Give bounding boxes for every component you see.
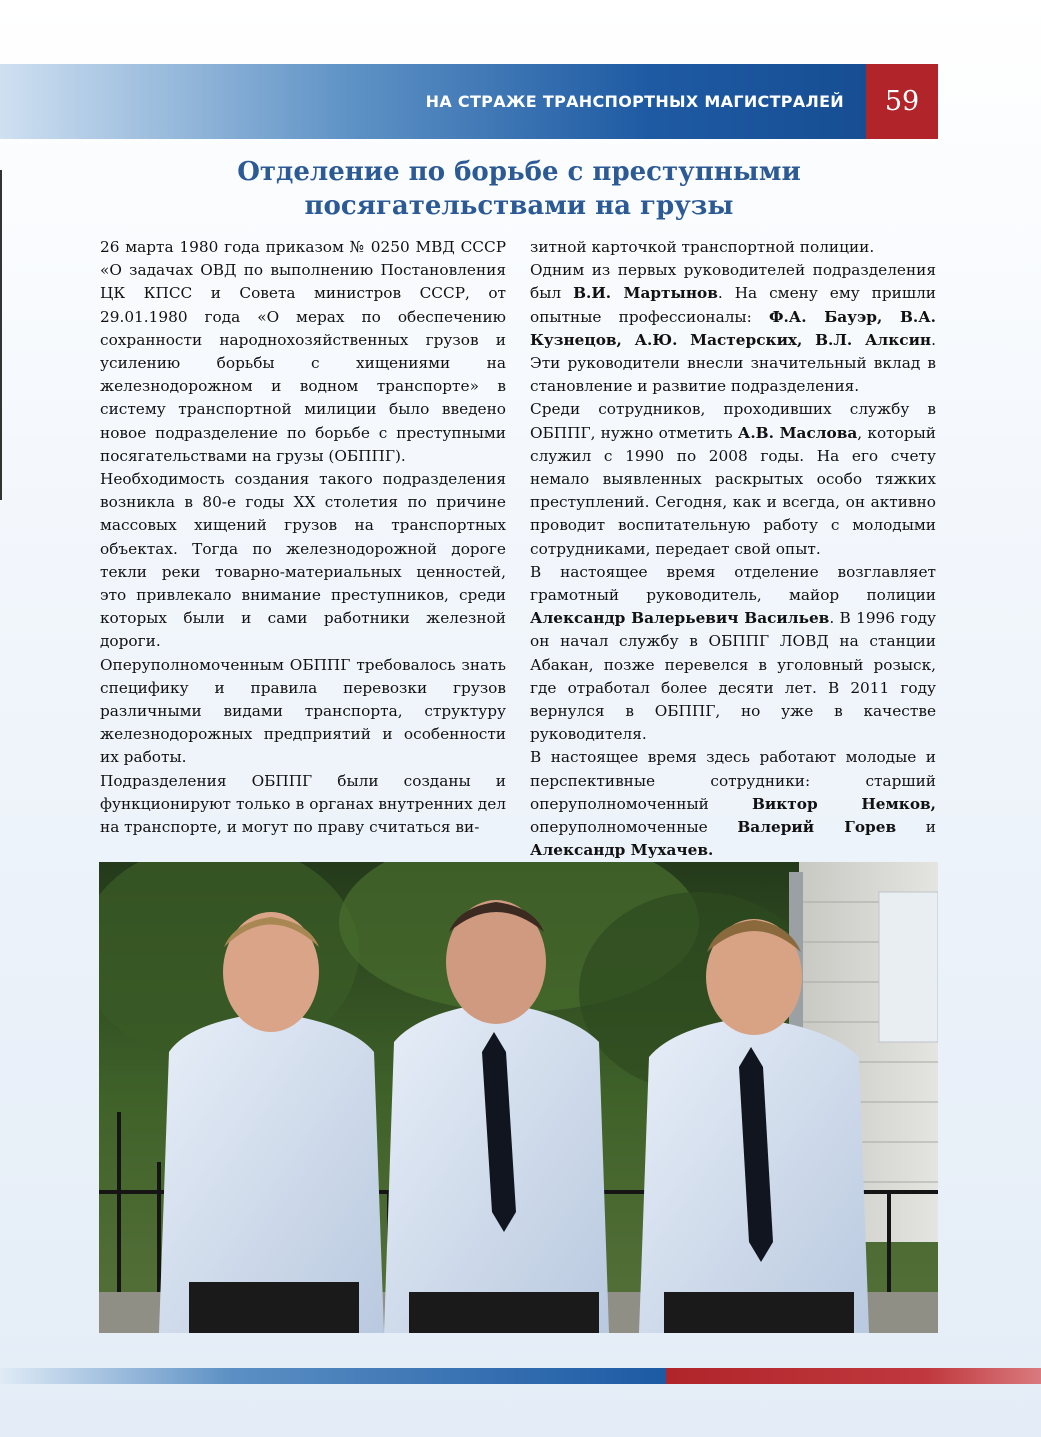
section-title: НА СТРАЖЕ ТРАНСПОРТНЫХ МАГИСТРАЛЕЙ — [425, 92, 844, 111]
paragraph: Одним из первых руководителей подразделения был В.И. Мартынов. На смену ему пришли опытные профессионалы: Ф.А. Бауэр, В.А. Кузнецов, А.Ю. Мастерских, В.Л. Алксин. Эти руководители внесли значительный вклад в становление и развитие подразделения. — [530, 261, 936, 396]
paragraph: В настоящее время здесь работают молодые и перспективные сотрудники: старший оперуполномоченный Виктор Немков, оперуполномоченные Валерий Горев и Александр Мухачев. — [530, 748, 936, 860]
name-highlight: Александр Мухачев. — [530, 841, 714, 860]
paragraph: Подразделения ОБППГ были созданы и функционируют только в органах внутренних дел на транспорте, и могут по праву считаться ви- — [100, 771, 506, 837]
margin-rule — [0, 170, 2, 500]
name-highlight: А.В. Маслова — [737, 423, 858, 442]
paragraph: Необходимость создания такого подразделения возникла в 80-е годы XX столетия по причине массовых хищений грузов на транспортных объектах. Тогда по железнодорожной дороге текли реки товарно-материальных ценностей, это привлекало внимание преступников, среди которых были и сами работники железной дороги. — [100, 470, 506, 651]
article-title — [100, 155, 938, 223]
paragraph: зитной карточкой транспортной полиции. — [530, 238, 875, 256]
paragraph: Среди сотрудников, проходивших службу в ОБППГ, нужно отметить А.В. Маслова, который служил с 1990 по 2008 годы. На его счету немало выявленных раскрытых особо тяжких преступлений. Сегодня, как и всегда, он активно проводит воспитательную работу с молодыми сотрудниками, передает свой опыт. — [530, 400, 936, 558]
page-number: 59 — [866, 64, 938, 139]
footer-band-red — [666, 1368, 1041, 1384]
paragraph: В настоящее время отделение возглавляет грамотный руководитель, майор полиции Александр Валерьевич Васильев. В 1996 году он начал службу в ОБППГ ЛОВД на станции Абакан, позже перевелся в уголовный розыск, где отработал более десяти лет. В 2011 году вернулся в ОБППГ, но уже в качестве руководителя. — [530, 562, 937, 744]
footer-band-blue — [0, 1368, 666, 1384]
article-title-line-1: Отделение по борьбе с преступными — [237, 157, 801, 187]
name-highlight: В.И. Мартынов — [573, 284, 718, 303]
left-column — [100, 236, 506, 839]
group-photo-illustration — [99, 862, 938, 1333]
paragraph: 26 марта 1980 года приказом № 0250 МВД СССР «О задачах ОВД по выполнению Постановления ЦК КПСС и Совета министров СССР, от 29.01.1980 года «О мерах по обеспечению сохранности народнохозяйственных грузов и усилению борьбы с хищениями на железнодорожном и водном транспорте» в систему транспортной милиции было введено новое подразделение по борьбе с преступными посягательствами на грузы (ОБППГ). — [100, 238, 506, 465]
name-highlight: Валерий Горев — [737, 818, 897, 837]
right-column — [530, 236, 936, 862]
name-highlight: Ф.А. Бауэр, В.А. Кузнецов, А.Ю. Мастерских, В.Л. Алксин — [530, 307, 936, 349]
group-photo — [99, 862, 938, 1333]
name-highlight: Виктор Немков, — [751, 794, 936, 813]
header-band — [0, 64, 866, 139]
article-title-line-2: посягательствами на грузы — [304, 191, 734, 221]
name-highlight: Александр Валерьевич Васильев — [530, 609, 830, 628]
paragraph: Оперуполномоченным ОБППГ требовалось знать специфику и правила перевозки грузов различными видами транспорта, структуру железнодорожных предприятий и особенности их работы. — [100, 655, 506, 767]
